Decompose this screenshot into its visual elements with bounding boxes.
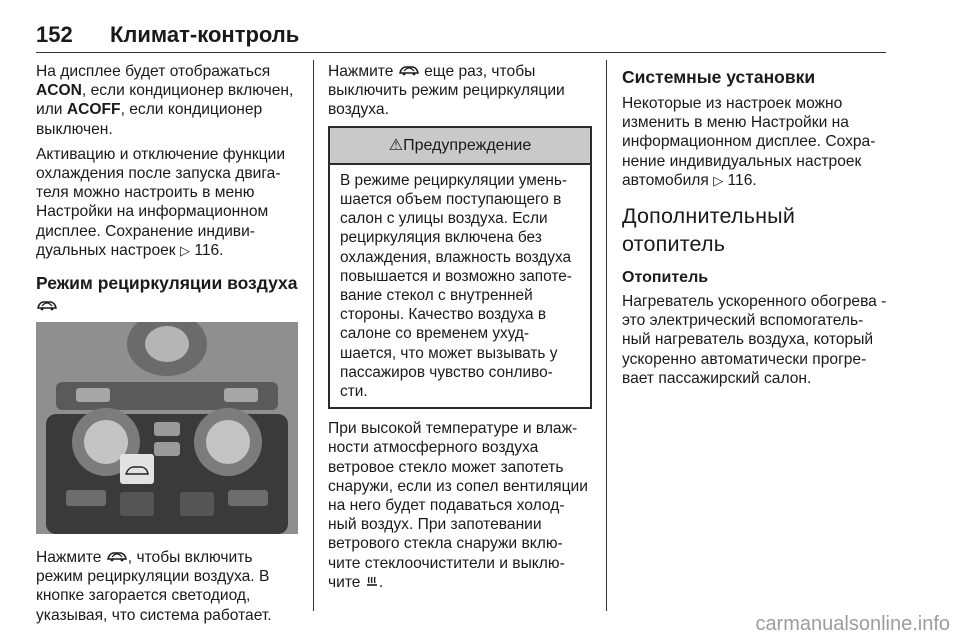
column-2 xyxy=(328,62,592,598)
recirculation-car-icon xyxy=(398,63,420,76)
page-header xyxy=(36,22,886,52)
paragraph-recirc-off: Нажмите еще раз, чтобы выключить режим рециркуляции воздуха. xyxy=(328,63,565,119)
acoff-label: ACOFF xyxy=(66,101,121,119)
page-number: 152 xyxy=(36,22,73,47)
column-divider xyxy=(313,60,314,611)
heading-heater: Отопитель xyxy=(622,269,709,287)
climate-control-panel-photo xyxy=(36,322,298,534)
column-1 xyxy=(36,62,298,631)
warning-body: В режиме рециркуляции умень-шается объем поступающего в салон с улицы воздуха. Если рециркуляция включена без охлаждения, влажность воздуха повышается и возможно запоте-вание стекол с внутренней стороны. Качество воздуха в салоне со временем ухуд-шается, что может вызывать у пассажиров чувство сонливо-сти. xyxy=(340,171,572,401)
recirculation-car-icon xyxy=(106,549,128,562)
warning-box xyxy=(328,126,592,410)
control-panel-illustration xyxy=(36,322,298,534)
paragraph-ac-status: На дисплее будет отображаться ACON, если кондиционер включен, или ACOFF, если кондиционер выключен. xyxy=(36,63,294,138)
column-divider xyxy=(606,60,607,611)
paragraph-settings: Некоторые из настроек можно изменить в меню Настройки на информационном дисплее. Сохра-нение индивидуальных настроек автомобиля ▷ 116. xyxy=(622,95,876,189)
warning-header xyxy=(330,128,590,165)
header-rule xyxy=(36,52,886,53)
chapter-title: Климат-контроль xyxy=(110,22,300,47)
paragraph-activation: Активацию и отключение функции охлаждения после запуска двига-теля можно настроить в меню Настройки на информационном дисплее. Сохранение индиви-дуальных настроек ▷ 116. xyxy=(36,145,286,259)
warning-triangle-icon: ⚠ xyxy=(388,136,404,154)
paragraph-heater: Нагреватель ускоренного обогрева - это электрический вспомогатель-ный нагреватель воздуха, который ускоренно автоматически прогре-вает пассажирский салон. xyxy=(622,293,887,387)
heading-auxiliary-heater: Дополнительный отопитель xyxy=(622,204,796,257)
recirculation-car-icon xyxy=(36,298,58,311)
windshield-defrost-icon xyxy=(365,574,379,587)
reference-arrow-icon: ▷ xyxy=(179,242,190,258)
paragraph-recirc-on: Нажмите , чтобы включить режим рециркуляции воздуха. В кнопке загорается светодиод, указывая, что система работает. xyxy=(36,549,272,624)
reference-arrow-icon: ▷ xyxy=(713,172,724,188)
paragraph-fogging: При высокой температуре и влаж-ности атмосферного воздуха ветровое стекло может запотеть снаружи, если из сопел вентиляции на него будет подаваться холод-ный воздух. При запотевании ветрового стекла снаружи вклю-чите стеклоочистители и выклю-чите . xyxy=(328,420,588,591)
column-3 xyxy=(622,62,890,394)
acon-label: ACON xyxy=(36,82,82,100)
heading-recirculation: Режим рециркуляции воздуха xyxy=(36,272,298,316)
watermark: carmanualsonline.info xyxy=(755,613,950,635)
heading-system-settings: Системные установки xyxy=(622,67,816,87)
warning-title: Предупреждение xyxy=(403,136,532,154)
